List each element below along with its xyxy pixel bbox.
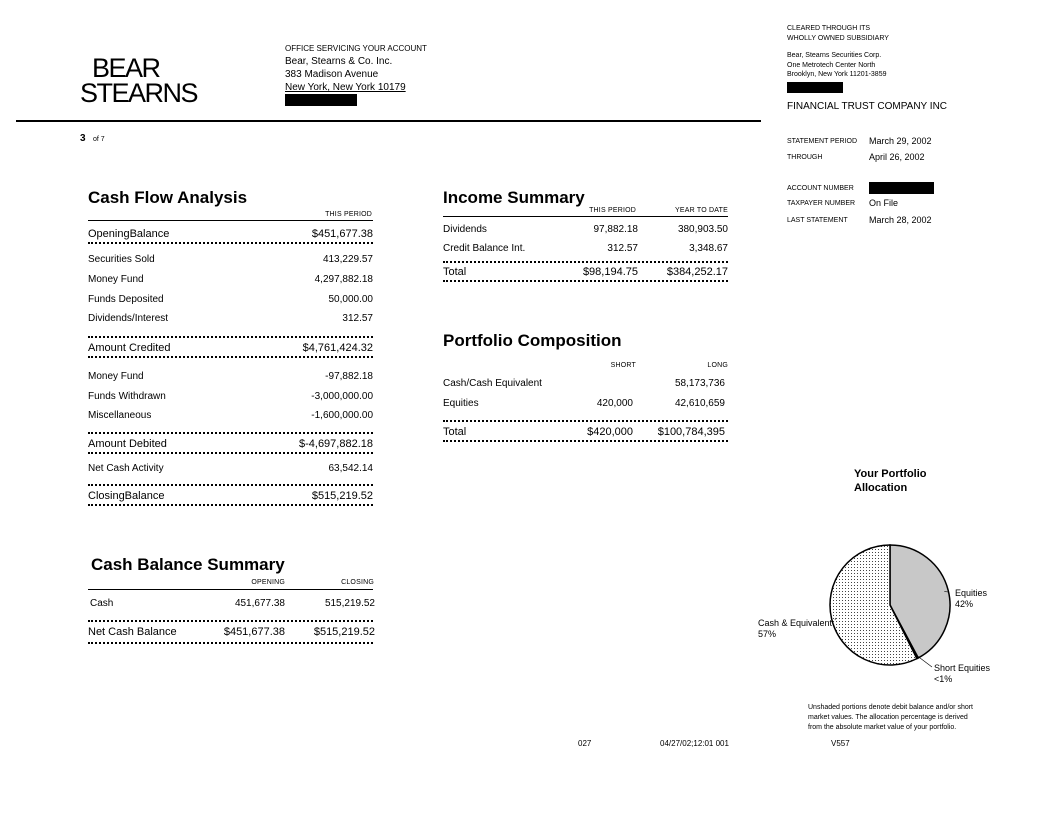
amount-credited-value: $4,761,424.32 (302, 342, 373, 354)
taxpayer-value: On File (869, 198, 899, 208)
cash-label (758, 618, 832, 640)
income-total-label: Total (443, 266, 467, 278)
statement-period-label: STATEMENT PERIOD (787, 138, 858, 145)
dotted-rule (443, 440, 728, 442)
portfolio-long: 58,173,736 (674, 378, 725, 389)
income-label: Dividends (443, 224, 487, 235)
income-col1-header: THIS PERIOD (589, 207, 636, 214)
dotted-rule (88, 452, 373, 454)
opening-balance-value: $451,677.38 (311, 228, 373, 240)
short-equities-label (934, 663, 990, 685)
equities-label-text: Equities (955, 588, 988, 598)
income-col2-header: YEAR TO DATE (675, 207, 728, 214)
income-ytd: 3,348.67 (689, 243, 728, 254)
dotted-rule (443, 280, 728, 282)
credit-label: Securities Sold (88, 254, 155, 265)
header-rule (16, 120, 761, 122)
dotted-rule (88, 432, 373, 434)
debit-label: Funds Withdrawn (88, 391, 166, 402)
closing-balance-label: ClosingBalance (88, 490, 165, 502)
debit-label: Miscellaneous (88, 410, 152, 421)
income-total-ytd: $384,252.17 (666, 266, 728, 278)
last-statement-label: LAST STATEMENT (787, 217, 848, 224)
net-cash-balance-closing: $515,219.52 (313, 626, 375, 638)
portfolio-total-long: $100,784,395 (657, 426, 725, 438)
income-this-period: 312.57 (607, 243, 638, 254)
cash-flow-title: Cash Flow Analysis (88, 188, 248, 207)
portfolio-label: Equities (443, 398, 479, 409)
account-holder: FINANCIAL TRUST COMPANY INC (787, 101, 948, 112)
redacted-block (869, 182, 934, 194)
closing-balance-value: $515,219.52 (311, 490, 373, 502)
redacted-block (285, 94, 357, 106)
cash-label-text: Cash & Equivalent (758, 618, 833, 628)
income-ytd: 380,903.50 (677, 224, 728, 235)
portfolio-label: Cash/Cash Equivalent (443, 378, 542, 389)
redacted-block (787, 82, 843, 93)
clearing-addr-1: One Metrotech Center North (787, 62, 876, 69)
equities-pct: 42% (955, 599, 974, 609)
short-equities-pct: <1% (934, 674, 953, 684)
cash-balance-rule (88, 589, 373, 590)
logo-line-1: BEAR (92, 53, 160, 83)
portfolio-col2-header: LONG (707, 362, 728, 369)
income-this-period: 97,882.18 (593, 224, 638, 235)
clearing-corp: Bear, Stearns Securities Corp. (787, 52, 882, 59)
cash-balance-title: Cash Balance Summary (91, 555, 285, 574)
amount-debited-value: $-4,697,882.18 (298, 438, 373, 450)
office-street: 383 Madison Avenue (285, 69, 379, 80)
net-cash-label: Net Cash Activity (88, 463, 164, 474)
credit-value: 312.57 (342, 313, 373, 324)
income-total-this-period: $98,194.75 (582, 266, 638, 278)
dotted-rule (88, 620, 373, 622)
page-of: of 7 (93, 136, 105, 143)
office-name: Bear, Stearns & Co. Inc. (285, 56, 393, 67)
portfolio-col1-header: SHORT (610, 362, 636, 369)
dotted-rule (88, 642, 373, 644)
cash-balance-closing: 515,219.52 (324, 598, 375, 609)
allocation-title-line-1: Your Portfolio (854, 468, 927, 480)
allocation-note-1: Unshaded portions denote debit balance and/or short (808, 704, 974, 711)
net-cash-value: 63,542.14 (328, 463, 373, 474)
credit-value: 4,297,882.18 (314, 274, 373, 285)
income-title: Income Summary (443, 188, 585, 207)
through-value: April 26, 2002 (869, 152, 925, 162)
debit-label: Money Fund (88, 371, 144, 382)
statement-period-value: March 29, 2002 (869, 136, 932, 146)
footer-code-2: 04/27/02;12:01 001 (660, 739, 729, 748)
credit-label: Funds Deposited (88, 294, 164, 305)
short-equities-label-text: Short Equities (934, 663, 991, 673)
dotted-rule (88, 356, 373, 358)
through-label: THROUGH (787, 154, 823, 161)
amount-debited-label: Amount Debited (88, 438, 167, 450)
cash-pct: 57% (758, 629, 777, 639)
allocation-note-3: from the absolute market value of your portfolio. (808, 724, 957, 731)
footer-code-3: V557 (831, 739, 850, 748)
cash-flow-col-header: THIS PERIOD (325, 211, 372, 218)
allocation-note (808, 703, 973, 733)
debit-value: -1,600,000.00 (311, 410, 373, 421)
credit-label: Money Fund (88, 274, 144, 285)
cash-balance-col1-header: OPENING (251, 579, 285, 586)
net-cash-balance-opening: $451,677.38 (223, 626, 285, 638)
credit-value: 413,229.57 (322, 254, 373, 265)
dotted-rule (443, 261, 728, 263)
credit-label: Dividends/Interest (88, 313, 169, 324)
logo-line-2: STEARNS (80, 78, 198, 108)
cash-balance-opening: 451,677.38 (234, 598, 285, 609)
dotted-rule (443, 420, 728, 422)
footer-code-1: 027 (578, 739, 592, 748)
account-number-label: ACCOUNT NUMBER (787, 185, 854, 192)
portfolio-total-short: $420,000 (587, 426, 633, 438)
page-indicator (80, 128, 105, 146)
office-title: OFFICE SERVICING YOUR ACCOUNT (285, 44, 427, 53)
portfolio-short: 420,000 (596, 398, 633, 409)
last-statement-value: March 28, 2002 (869, 215, 932, 225)
cash-balance-col2-header: CLOSING (341, 579, 374, 586)
credit-value: 50,000.00 (328, 294, 373, 305)
clearing-line-2: WHOLLY OWNED SUBSIDIARY (787, 35, 889, 42)
cash-flow-rule (88, 220, 373, 221)
dotted-rule (88, 484, 373, 486)
allocation-title-line-2: Allocation (854, 482, 908, 494)
portfolio-total-label: Total (443, 426, 467, 438)
allocation-note-2: market values. The allocation percentage is derived (808, 714, 968, 721)
allocation-title (854, 467, 927, 495)
page-number: 3 (80, 133, 86, 144)
cash-balance-label: Cash (90, 598, 114, 609)
clearing-addr-2: Brooklyn, New York 11201-3859 (787, 71, 887, 78)
opening-balance-label: OpeningBalance (88, 228, 170, 240)
taxpayer-label: TAXPAYER NUMBER (787, 200, 856, 207)
net-cash-balance-label: Net Cash Balance (88, 626, 177, 638)
income-label: Credit Balance Int. (443, 243, 526, 254)
portfolio-title: Portfolio Composition (443, 331, 622, 350)
dotted-rule (88, 336, 373, 338)
equities-label (955, 588, 987, 610)
amount-credited-label: Amount Credited (88, 342, 171, 354)
office-city: New York, New York 10179 (285, 82, 406, 93)
dotted-rule (88, 504, 373, 506)
dotted-rule (88, 242, 373, 244)
portfolio-long: 42,610,659 (674, 398, 725, 409)
bear-stearns-logo (80, 53, 198, 108)
income-rule (443, 216, 728, 217)
clearing-line-1: CLEARED THROUGH ITS (787, 25, 871, 32)
debit-value: -97,882.18 (325, 371, 373, 382)
pie-leader-line (916, 655, 932, 667)
debit-value: -3,000,000.00 (311, 391, 373, 402)
